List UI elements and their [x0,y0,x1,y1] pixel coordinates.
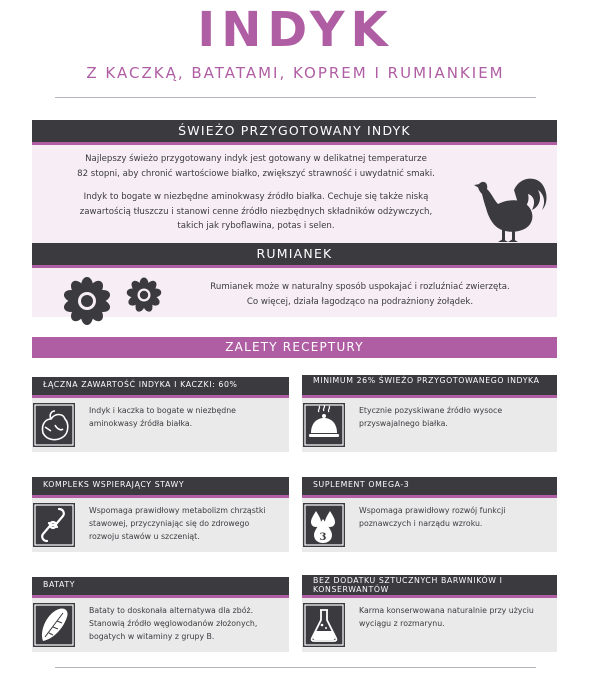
benefit-card [302,398,557,452]
benefit-card [32,398,289,452]
card-title: BEZ DODATKU SZTUCZNYCH BARWNIKÓW I KONSERWANTÓW [302,575,557,595]
fresh-turkey-line: Indyk to bogate w niezbędne aminokwasy źródło białka. Cechuje się także niską [83,192,429,202]
turkey-icon [470,172,550,246]
joint-icon [33,503,75,547]
fresh-turkey-line: takich jak ryboflawina, potas i selen. [177,221,335,231]
chamomile-heading: RUMIANEK [32,243,557,265]
card-title: KOMPLEKS WSPIERAJĄCY STAWY [32,477,289,495]
card-title: SUPLEMENT OMEGA-3 [302,477,557,495]
omega-3-label: 3 [319,532,327,543]
omega-drops-icon [303,503,345,547]
chamomile-flower-large-icon [62,276,112,326]
chamomile-line: Co więcej, działa łagodząco na podrażniony żołądek. [246,296,474,307]
card-title: MINIMUM 26% ŚWIEŻO PRZYGOTOWANEGO INDYKA [302,375,557,395]
page-title: INDYK [197,2,394,58]
fresh-turkey-line: zawartością tłuszczu i stanowi cenne źródło niezbędnych składników odżywczych, [79,206,433,217]
chamomile-flower-small-icon [126,277,162,313]
benefit-card [32,598,289,652]
sweet-potato-icon [33,603,75,647]
card-text: Bataty to doskonała alternatywa dla zbóż. Stanowią źródło węglowodanów złożonych, bogatych w witaminy z grupy B. [89,606,258,641]
benefit-card [302,598,557,652]
cloche-icon [303,403,345,447]
turkey-duck-icon [33,403,75,447]
benefit-card [302,498,557,552]
card-text: Wspomaga prawidłowy metabolizm chrząstki stawowej, przyczyniając się do zdrowego rozwoju stawów u szczeniąt. [89,506,266,541]
card-text: Wspomaga prawidłowy rozwój funkcji poznawczych i narządu wzroku. [359,506,506,528]
flask-icon [303,603,345,647]
benefits-heading: ZALETY RECEPTURY [32,337,557,358]
card-text: Indyk i kaczka to bogate w niezbędne aminokwasy źródła białka. [89,406,236,428]
header-divider [55,97,536,98]
fresh-turkey-paragraph-1 [40,152,472,181]
card-title: ŁĄCZNA ZAWARTOŚĆ INDYKA I KACZKI: 60% [32,377,289,395]
fresh-turkey-heading: ŚWIEŻO PRZYGOTOWANY INDYK [32,120,557,142]
benefit-card [32,498,289,552]
fresh-turkey-line: Najlepszy świeżo przygotowany indyk jest gotowany w delikatnej temperaturze [85,154,427,164]
chamomile-paragraph [175,280,545,309]
footer-divider [55,667,536,668]
card-title: BATATY [32,577,289,595]
fresh-turkey-line: 82 stopni, aby chronić wartościowe białko, zwiększyć strawność i uwydatnić smaki. [77,168,435,179]
page-subtitle: Z KACZKĄ, BATATAMI, KOPREM I RUMIANKIEM [86,64,505,82]
card-text: Etycznie pozyskiwane źródło wysoce przyswajalnego białka. [359,406,503,428]
chamomile-line: Rumianek może w naturalny sposób uspokajać i rozluźniać zwierzęta. [210,282,510,292]
card-text: Karma konserwowana naturalnie przy użyciu wyciągu z rozmarynu. [359,606,534,628]
fresh-turkey-paragraph-2 [40,190,472,234]
